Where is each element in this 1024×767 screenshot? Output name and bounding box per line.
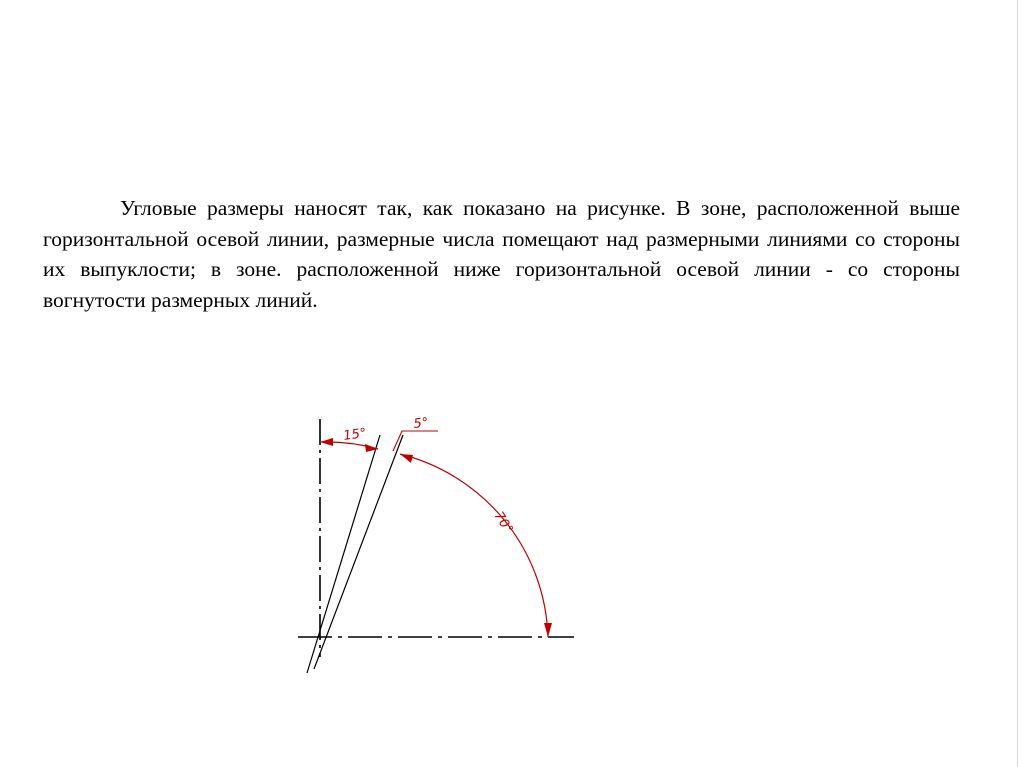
label-5-degrees: 5° — [412, 415, 430, 432]
dimension-arc-70 — [400, 454, 548, 637]
arrow-70-bottom — [544, 623, 552, 637]
label-70-degrees: 70° — [490, 509, 516, 537]
inclined-line-2 — [314, 435, 403, 669]
leader-line-5 — [393, 431, 438, 451]
arrow-70-top — [400, 454, 413, 463]
angle-dimension-drawing — [290, 405, 590, 690]
body-paragraph: Угловые размеры наносят так, как показано на рисунке. В зоне, расположенной выше горизонтальной осевой линии, размерные числа помещают над размерными линиями со стороны их выпуклости; в зоне. расположенной ниже горизонтальной осевой линии - со стороны вогнутости размерных линий. — [43, 196, 960, 312]
arrow-15-left — [320, 438, 333, 446]
label-15-degrees: 15° — [342, 425, 368, 444]
